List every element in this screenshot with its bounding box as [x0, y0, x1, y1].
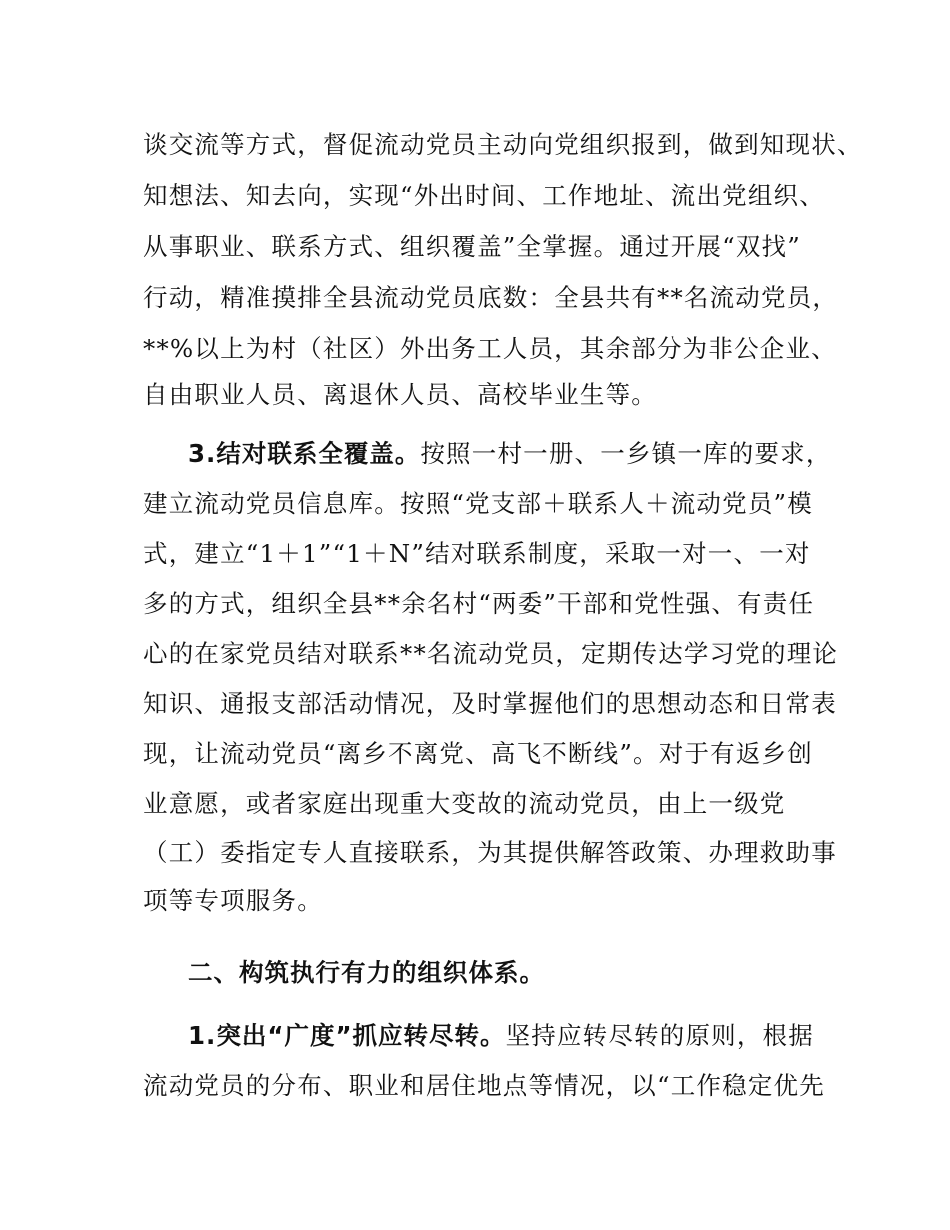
para2-line-2: 建立流动党员信息库。按照“党支部＋联系人＋流动党员”模	[143, 489, 813, 518]
para3-line-2: 流动党员的分布、职业和居住地点等情况，以“工作稳定优先	[143, 1071, 825, 1100]
para2-line-7: 现，让流动党员“离乡不离党、高飞不断线”。对于有返乡创	[143, 739, 813, 768]
para1-line-5: **%以上为村（社区）外出务工人员，其余部分为非公企业、	[143, 334, 837, 363]
para2-line-6: 知识、通报支部活动情况，及时掌握他们的思想动态和日常表	[143, 689, 837, 718]
para1-line-6: 自由职业人员、离退休人员、高校毕业生等。	[143, 380, 657, 409]
para1-line-1: 谈交流等方式，督促流动党员主动向党组织报到，做到知现状、	[143, 130, 863, 159]
para3-first-line-text: 坚持应转尽转的原则，根据	[505, 1021, 814, 1050]
para1-line-2: 知想法、知去向，实现“外出时间、工作地址、流出党组织、	[143, 181, 825, 210]
para2-line-8: 业意愿，或者家庭出现重大变故的流动党员，由上一级党	[143, 789, 786, 818]
para2-line-3: 式，建立“1＋1”“1＋N”结对联系制度，采取一对一、一对	[143, 539, 811, 568]
para1-line-3: 从事职业、联系方式、组织覆盖”全掌握。通过开展“双找”	[143, 232, 801, 261]
para1-line-4: 行动，精准摸排全县流动党员底数：全县共有**名流动党员，	[143, 283, 839, 312]
para3-heading: 1.突出“广度”抓应转尽转。	[188, 1021, 506, 1050]
para2-first-line-text: 按照一村一册、一乡镇一库的要求，	[420, 439, 832, 468]
para2-line-4: 多的方式，组织全县**余名村“两委”干部和党性强、有责任	[143, 589, 815, 618]
section-heading: 二、构筑执行有力的组织体系。	[188, 958, 545, 987]
para3-first-line	[188, 1019, 814, 1053]
para2-heading: 3.结对联系全覆盖。	[188, 439, 421, 468]
para2-line-9: （工）委指定专人直接联系，为其提供解答政策、办理救助事	[143, 838, 837, 867]
para2-first-line	[188, 437, 832, 471]
para2-line-5: 心的在家党员结对联系**名流动党员，定期传达学习党的理论	[143, 639, 839, 668]
para2-line-10: 项等专项服务。	[143, 886, 323, 915]
